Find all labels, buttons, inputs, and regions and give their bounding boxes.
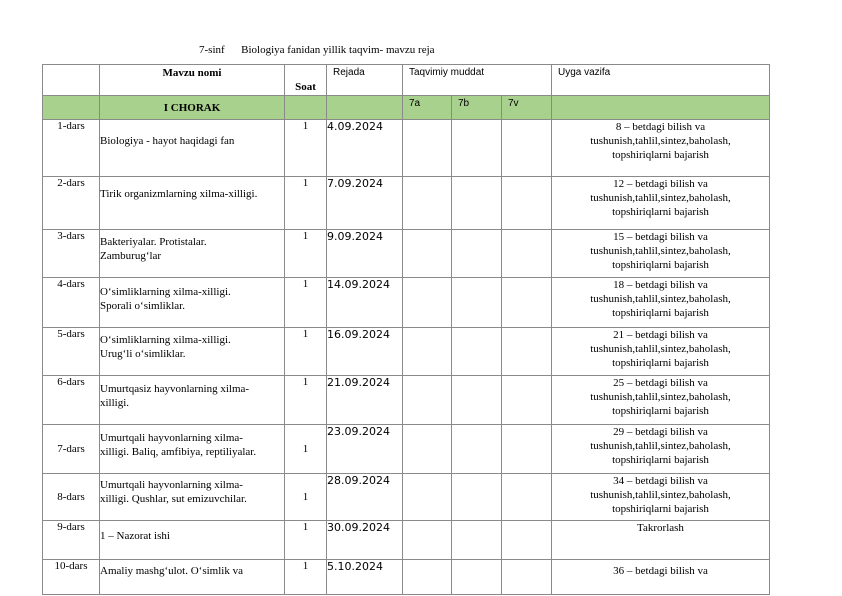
homework-line: 15 – betdagi bilish va (613, 231, 708, 243)
lesson-date: 23.09.2024 (327, 425, 403, 474)
lesson-hours: 1 (285, 376, 327, 425)
quarter-empty-cell (327, 96, 403, 120)
lesson-number: 10-dars (43, 560, 100, 595)
lesson-hours: 1 (285, 328, 327, 376)
class-7b-cell (452, 425, 502, 474)
table-row (43, 425, 770, 474)
lesson-date: 14.09.2024 (327, 278, 403, 328)
lesson-topic (100, 230, 285, 278)
class-7a-cell (403, 425, 452, 474)
homework-line: 36 – betdagi bilish va (613, 565, 708, 577)
homework-line: 29 – betdagi bilish va (613, 426, 708, 438)
lesson-topic-line: Amaliy mashg‘ulot. O‘simlik va (100, 565, 243, 577)
homework-line: topshiriqlarni bajarish (612, 259, 709, 271)
lesson-topic-line: Bakteriyalar. Protistalar. (100, 236, 207, 248)
homework (552, 177, 770, 230)
table-row (43, 560, 770, 595)
lesson-hours: 1 (285, 278, 327, 328)
lesson-date: 16.09.2024 (327, 328, 403, 376)
homework-line: 21 – betdagi bilish va (613, 329, 708, 341)
class-7b-cell (452, 474, 502, 521)
lesson-number: 9-dars (43, 521, 100, 560)
class-7a-cell (403, 120, 452, 177)
class-7b-cell (452, 230, 502, 278)
lesson-number: 6-dars (43, 376, 100, 425)
lesson-hours: 1 (285, 560, 327, 595)
homework-line: Takrorlash (637, 522, 684, 534)
lesson-number: 5-dars (43, 328, 100, 376)
lesson-plan-table (42, 64, 770, 595)
lesson-date: 7.09.2024 (327, 177, 403, 230)
lesson-topic-line: Umurtqali hayvonlarning xilma- (100, 432, 243, 444)
lesson-topic-line: Biologiya - hayot haqidagi fan (100, 135, 235, 147)
header-empty-cell (43, 65, 100, 96)
lesson-hours: 1 (285, 177, 327, 230)
homework-line: tushunish,tahlil,sintez,baholash, (590, 489, 731, 501)
header-hours: Soat (285, 65, 327, 96)
homework (552, 328, 770, 376)
lesson-topic (100, 278, 285, 328)
class-7b-cell (452, 120, 502, 177)
lesson-date: 5.10.2024 (327, 560, 403, 595)
homework-line: tushunish,tahlil,sintez,baholash, (590, 245, 731, 257)
lesson-date: 28.09.2024 (327, 474, 403, 521)
class-7v-cell (502, 425, 552, 474)
lesson-topic (100, 376, 285, 425)
lesson-topic-line: O‘simliklarning xilma-xilligi. (100, 286, 231, 298)
header-topic: Mavzu nomi (100, 65, 285, 96)
lesson-date: 21.09.2024 (327, 376, 403, 425)
lesson-hours: 1 (285, 120, 327, 177)
header-calendar: Taqvimiy muddat (403, 65, 552, 96)
homework (552, 278, 770, 328)
table-row (43, 278, 770, 328)
header-row (43, 65, 770, 96)
class-7v-label: 7v (502, 96, 552, 120)
lesson-number: 1-dars (43, 120, 100, 177)
lesson-topic-line: xilligi. Baliq, amfibiya, reptiliyalar. (100, 446, 257, 458)
class-7v-cell (502, 376, 552, 425)
table-row (43, 177, 770, 230)
lesson-number: 7-dars (43, 425, 100, 474)
homework-line: topshiriqlarni bajarish (612, 357, 709, 369)
lesson-topic (100, 120, 285, 177)
quarter-name: I CHORAK (100, 96, 285, 120)
class-7a-cell (403, 376, 452, 425)
homework (552, 521, 770, 560)
table-row (43, 328, 770, 376)
header-plan: Rejada (327, 65, 403, 96)
lesson-topic-line: xilligi. Qushlar, sut emizuvchilar. (100, 493, 247, 505)
lesson-topic (100, 425, 285, 474)
class-7b-cell (452, 521, 502, 560)
lesson-number: 4-dars (43, 278, 100, 328)
header-homework: Uyga vazifa (552, 65, 770, 96)
homework-line: tushunish,tahlil,sintez,baholash, (590, 293, 731, 305)
lesson-topic-line: Zamburug‘lar (100, 250, 162, 262)
table-row (43, 230, 770, 278)
lesson-topic (100, 328, 285, 376)
quarter-empty-cell (552, 96, 770, 120)
table-row (43, 474, 770, 521)
class-7b-cell (452, 560, 502, 595)
document-title: 7-sinf Biologiya fanidan yillik taqvim- mavzu reja (199, 44, 435, 56)
quarter-empty-cell (285, 96, 327, 120)
lesson-topic-line: 1 – Nazorat ishi (100, 530, 170, 542)
class-7a-cell (403, 230, 452, 278)
lesson-hours: 1 (285, 230, 327, 278)
class-7b-cell (452, 177, 502, 230)
table-row (43, 376, 770, 425)
lesson-number: 3-dars (43, 230, 100, 278)
class-7v-cell (502, 230, 552, 278)
lesson-date: 9.09.2024 (327, 230, 403, 278)
homework-line: 8 – betdagi bilish va (615, 121, 706, 133)
class-7a-cell (403, 328, 452, 376)
class-7a-cell (403, 560, 452, 595)
lesson-topic-line: Tirik organizmlarning xilma-xilligi. (100, 188, 258, 200)
homework (552, 560, 770, 595)
lesson-topic (100, 521, 285, 560)
homework-line: topshiriqlarni bajarish (612, 206, 709, 218)
homework-line: 12 – betdagi bilish va (613, 178, 708, 190)
class-7v-cell (502, 474, 552, 521)
class-7a-cell (403, 177, 452, 230)
homework-line: tushunish,tahlil,sintez,baholash, (590, 343, 731, 355)
lesson-hours: 1 (285, 474, 327, 521)
homework-line: tushunish,tahlil,sintez,baholash, (590, 135, 731, 147)
homework-line: 25 – betdagi bilish va (613, 377, 708, 389)
lesson-hours: 1 (285, 521, 327, 560)
class-7b-cell (452, 376, 502, 425)
lesson-topic-line: Umurtqali hayvonlarning xilma- (100, 479, 243, 491)
homework (552, 230, 770, 278)
class-7v-cell (502, 560, 552, 595)
homework-line: topshiriqlarni bajarish (612, 307, 709, 319)
homework-line: tushunish,tahlil,sintez,baholash, (590, 440, 731, 452)
homework-line: 18 – betdagi bilish va (613, 279, 708, 291)
table-row (43, 120, 770, 177)
homework (552, 120, 770, 177)
class-7b-label: 7b (452, 96, 502, 120)
table-row (43, 521, 770, 560)
homework (552, 474, 770, 521)
class-7a-cell (403, 474, 452, 521)
lesson-topic (100, 474, 285, 521)
class-7v-cell (502, 120, 552, 177)
homework (552, 425, 770, 474)
lesson-topic-line: xilligi. (100, 397, 130, 409)
class-7b-cell (452, 278, 502, 328)
lesson-date: 30.09.2024 (327, 521, 403, 560)
lesson-number: 8-dars (43, 474, 100, 521)
class-7a-label: 7a (403, 96, 452, 120)
lesson-topic-line: Sporali o‘simliklar. (100, 300, 185, 312)
homework-line: topshiriqlarni bajarish (612, 503, 709, 515)
class-7a-cell (403, 521, 452, 560)
homework (552, 376, 770, 425)
lesson-hours: 1 (285, 425, 327, 474)
class-7v-cell (502, 328, 552, 376)
homework-line: topshiriqlarni bajarish (612, 405, 709, 417)
lesson-topic (100, 560, 285, 595)
homework-line: 34 – betdagi bilish va (613, 475, 708, 487)
lesson-topic-line: Umurtqasiz hayvonlarning xilma- (100, 383, 250, 395)
class-7v-cell (502, 278, 552, 328)
lesson-number: 2-dars (43, 177, 100, 230)
class-7b-cell (452, 328, 502, 376)
class-7v-cell (502, 177, 552, 230)
quarter-empty-cell (43, 96, 100, 120)
homework-line: tushunish,tahlil,sintez,baholash, (590, 391, 731, 403)
lesson-topic-line: Urug‘li o‘simliklar. (100, 348, 186, 360)
homework-line: topshiriqlarni bajarish (612, 454, 709, 466)
homework-line: topshiriqlarni bajarish (612, 149, 709, 161)
lesson-topic-line: O‘simliklarning xilma-xilligi. (100, 334, 231, 346)
class-7v-cell (502, 521, 552, 560)
quarter-row (43, 96, 770, 120)
homework-line: tushunish,tahlil,sintez,baholash, (590, 192, 731, 204)
lesson-topic (100, 177, 285, 230)
class-7a-cell (403, 278, 452, 328)
lesson-date: 4.09.2024 (327, 120, 403, 177)
